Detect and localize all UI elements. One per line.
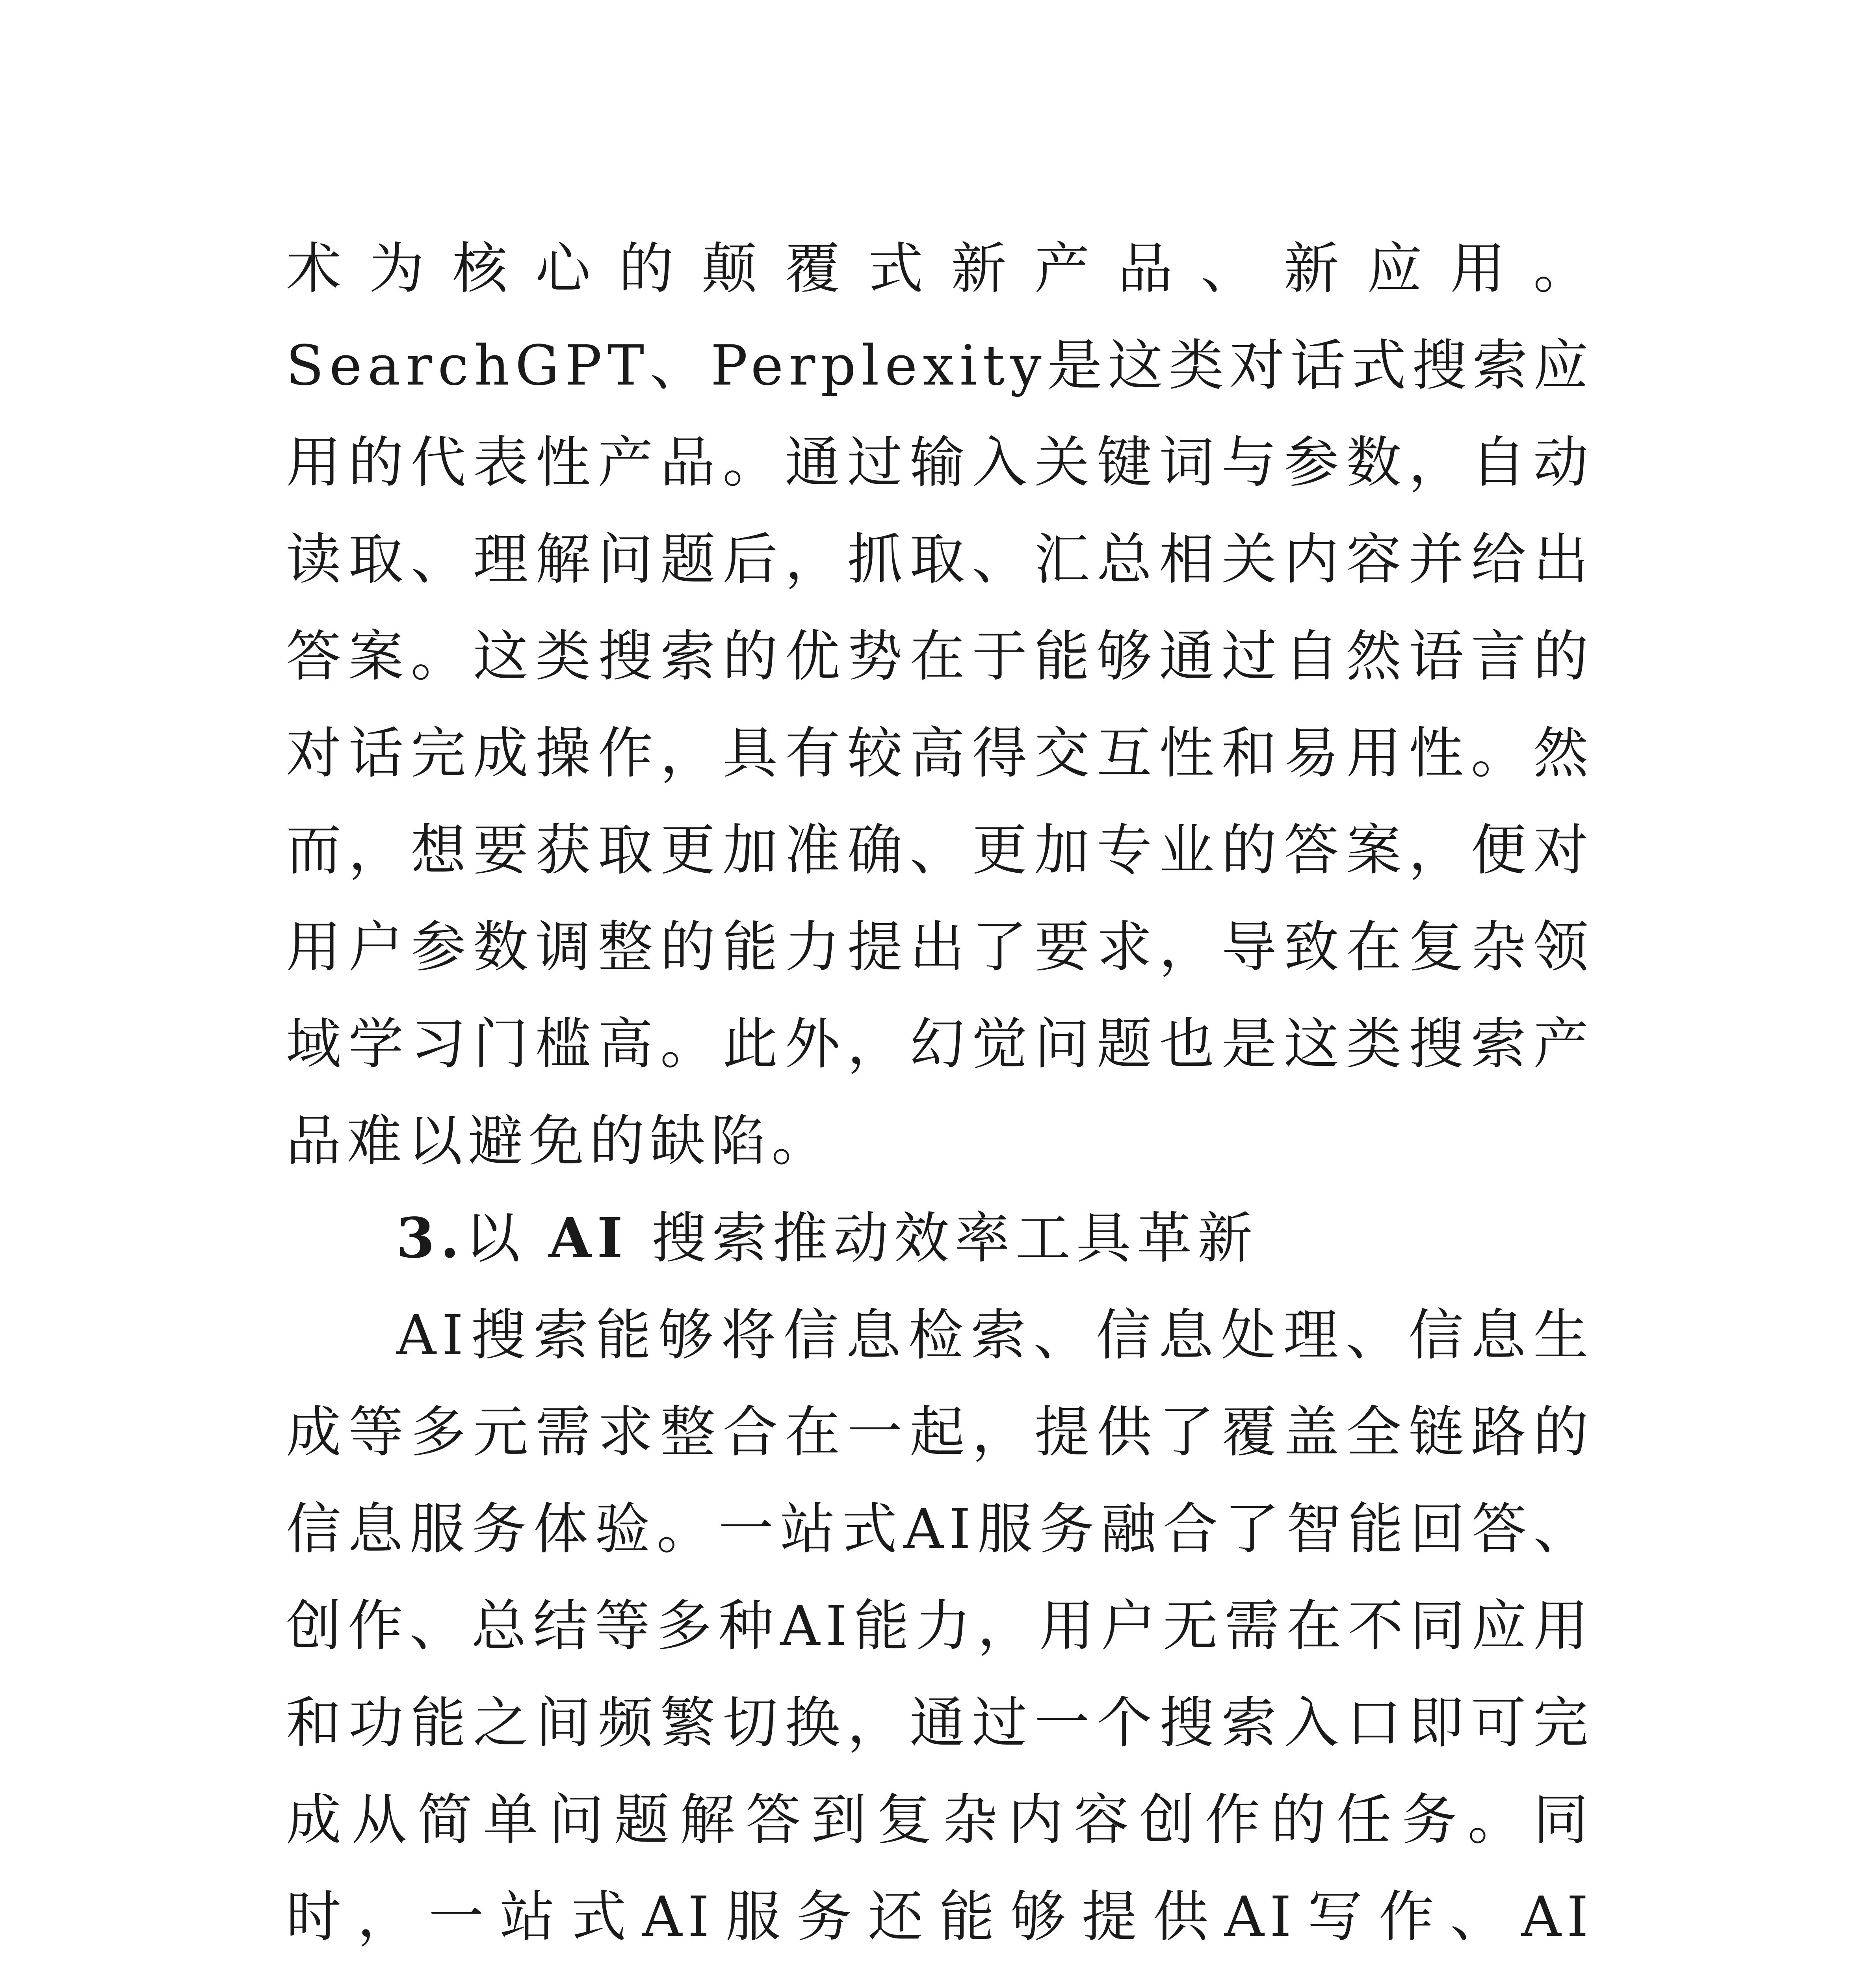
subheading-prefix: 以	[465, 1206, 526, 1271]
paragraph-continuation: 术为核心的颠覆式新产品、新应用。SearchGPT、Perplexity是这类对话式搜索应用的代表性产品。通过输入关键词与参数，自动读取、理解问题后，抓取、汇总相关内容并给出答案。这类搜索的优势在于能够通过自然语言的对话完成操作，具有较高得交互性和易用性。然而，想要获取更加准确、更加专业的答案，便对用户参数调整的能力提出了要求，导致在复杂领域学习门槛高。此外，幻觉问题也是这类搜索产品难以避免的缺陷。	[286, 237, 1594, 1173]
subheading-text: 搜索推动效率工具革新	[651, 1206, 1258, 1271]
subheading-number: 3.	[396, 1206, 465, 1271]
subheading-3	[286, 1190, 1594, 1287]
page-body	[286, 221, 1594, 1970]
paragraph-efficiency-tools: AI搜索能够将信息检索、信息处理、信息生成等多元需求整合在一起，提供了覆盖全链路的信息服务体验。一站式AI服务融合了智能回答、创作、总结等多种AI能力，用户无需在不同应用和功能之间频繁切换，通过一个搜索入口即可完成从简单问题解答到复杂内容创作的任务。同时，一站式AI服务还能够提供AI写作、AI	[286, 1303, 1594, 1949]
subheading-ai: AI	[548, 1206, 628, 1271]
